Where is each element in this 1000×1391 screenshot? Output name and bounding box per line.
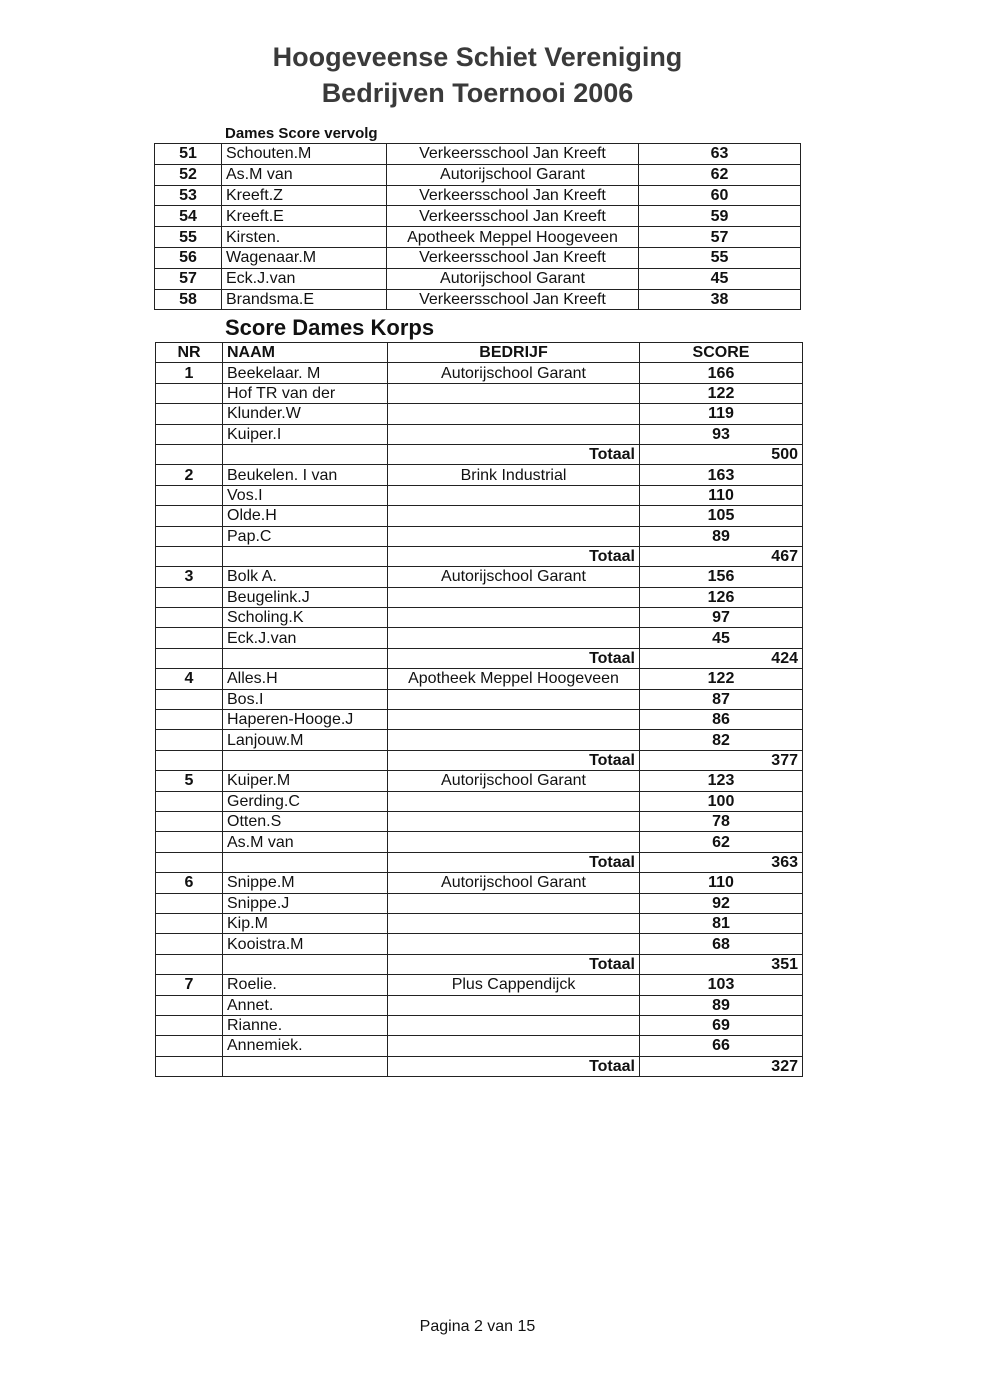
name-cell: Eck.J.van (223, 628, 388, 648)
name-cell: Kooistra.M (223, 934, 388, 954)
header-score: SCORE (640, 343, 803, 363)
table-row (156, 363, 803, 383)
name-cell: Vos.I (223, 485, 388, 505)
team-nr-cell (156, 893, 223, 913)
company-cell: Verkeersschool Jan Kreeft (387, 144, 639, 165)
team-nr-cell (156, 1015, 223, 1035)
name-cell: Beekelaar. M (223, 363, 388, 383)
score-cell: 92 (640, 893, 803, 913)
table-row (156, 730, 803, 750)
table-row (156, 567, 803, 587)
empty-cell (223, 852, 388, 872)
table-row (156, 628, 803, 648)
score-cell: 82 (640, 730, 803, 750)
score-cell: 45 (639, 268, 801, 289)
score-cell: 103 (640, 975, 803, 995)
total-value: 500 (640, 444, 803, 464)
company-cell (388, 791, 640, 811)
table-row (156, 587, 803, 607)
empty-cell (156, 546, 223, 566)
team-nr-cell (156, 383, 223, 403)
company-cell (388, 811, 640, 831)
korps-score-table (155, 342, 803, 1077)
team-nr-cell (156, 832, 223, 852)
score-cell: 110 (640, 485, 803, 505)
total-row (156, 546, 803, 566)
company-cell (388, 526, 640, 546)
rank-cell: 51 (155, 144, 222, 165)
total-row (156, 648, 803, 668)
total-row (156, 1056, 803, 1076)
name-cell: Beugelink.J (223, 587, 388, 607)
total-label: Totaal (388, 750, 640, 770)
team-nr-cell: 4 (156, 669, 223, 689)
table-row (156, 608, 803, 628)
total-label: Totaal (388, 648, 640, 668)
company-cell (388, 587, 640, 607)
company-cell (388, 832, 640, 852)
name-cell: Haperen-Hooge.J (223, 710, 388, 730)
name-cell: Brandsma.E (222, 289, 387, 310)
name-cell: Beukelen. I van (223, 465, 388, 485)
table-row (156, 383, 803, 403)
total-value: 351 (640, 954, 803, 974)
company-cell (388, 1015, 640, 1035)
empty-cell (156, 750, 223, 770)
name-cell: Annemiek. (223, 1036, 388, 1056)
header-naam: NAAM (223, 343, 388, 363)
team-nr-cell (156, 710, 223, 730)
empty-cell (223, 1056, 388, 1076)
rank-cell: 52 (155, 164, 222, 185)
team-nr-cell (156, 608, 223, 628)
name-cell: Alles.H (223, 669, 388, 689)
name-cell: Lanjouw.M (223, 730, 388, 750)
empty-cell (223, 444, 388, 464)
score-cell: 59 (639, 206, 801, 227)
name-cell: Hof TR van der (223, 383, 388, 403)
company-cell: Verkeersschool Jan Kreeft (387, 206, 639, 227)
rank-cell: 56 (155, 247, 222, 268)
team-nr-cell: 6 (156, 873, 223, 893)
company-cell: Plus Cappendijck (388, 975, 640, 995)
name-cell: Schouten.M (222, 144, 387, 165)
table-row (155, 289, 801, 310)
empty-cell (156, 1056, 223, 1076)
total-value: 363 (640, 852, 803, 872)
empty-cell (223, 750, 388, 770)
team-nr-cell: 7 (156, 975, 223, 995)
empty-cell (156, 954, 223, 974)
company-cell (388, 485, 640, 505)
team-nr-cell (156, 1036, 223, 1056)
company-cell (388, 995, 640, 1015)
company-cell (388, 934, 640, 954)
company-cell (388, 730, 640, 750)
score-cell: 69 (640, 1015, 803, 1035)
total-value: 327 (640, 1056, 803, 1076)
header-bedrijf: BEDRIJF (388, 343, 640, 363)
table-row (156, 1036, 803, 1056)
empty-cell (223, 954, 388, 974)
table-row (156, 975, 803, 995)
rank-cell: 55 (155, 227, 222, 248)
score-cell: 78 (640, 811, 803, 831)
name-cell: Bos.I (223, 689, 388, 709)
name-cell: Kuiper.M (223, 771, 388, 791)
table-row (156, 934, 803, 954)
total-row (156, 444, 803, 464)
table-row (156, 995, 803, 1015)
table-row (156, 465, 803, 485)
company-cell: Autorijschool Garant (388, 567, 640, 587)
page-number: Pagina 2 van 15 (419, 1318, 536, 1335)
score-cell: 105 (640, 506, 803, 526)
total-label: Totaal (388, 546, 640, 566)
team-nr-cell (156, 506, 223, 526)
company-cell (388, 893, 640, 913)
table-row (155, 268, 801, 289)
name-cell: Roelie. (223, 975, 388, 995)
team-nr-cell (156, 730, 223, 750)
korps-score-table-body (156, 363, 803, 1077)
empty-cell (223, 546, 388, 566)
team-nr-cell (156, 934, 223, 954)
name-cell: Olde.H (223, 506, 388, 526)
table-row (155, 185, 801, 206)
table-row (156, 913, 803, 933)
name-cell: Rianne. (223, 1015, 388, 1035)
team-nr-cell (156, 424, 223, 444)
header-nr: NR (156, 343, 223, 363)
table-row (155, 206, 801, 227)
company-cell (388, 383, 640, 403)
rank-cell: 58 (155, 289, 222, 310)
name-cell: As.M van (223, 832, 388, 852)
score-cell: 126 (640, 587, 803, 607)
score-cell: 63 (639, 144, 801, 165)
team-nr-cell (156, 913, 223, 933)
company-cell: Verkeersschool Jan Kreeft (387, 247, 639, 268)
score-cell: 45 (640, 628, 803, 648)
table-row (156, 791, 803, 811)
team-nr-cell (156, 811, 223, 831)
dames-score-table-body (155, 144, 801, 310)
team-nr-cell (156, 526, 223, 546)
table-row (156, 424, 803, 444)
company-cell (388, 1036, 640, 1056)
table-row (156, 811, 803, 831)
score-cell: 122 (640, 669, 803, 689)
score-cell: 93 (640, 424, 803, 444)
name-cell: Gerding.C (223, 791, 388, 811)
dames-score-heading: Dames Score vervolg (225, 125, 378, 142)
table-row (155, 144, 801, 165)
team-nr-cell: 1 (156, 363, 223, 383)
team-nr-cell: 3 (156, 567, 223, 587)
score-cell: 87 (640, 689, 803, 709)
name-cell: Kreeft.E (222, 206, 387, 227)
company-cell (388, 424, 640, 444)
total-row (156, 750, 803, 770)
table-row (156, 710, 803, 730)
total-value: 424 (640, 648, 803, 668)
table-row (156, 485, 803, 505)
document-subtitle: Bedrijven Toernooi 2006 (321, 78, 634, 108)
score-cell: 97 (640, 608, 803, 628)
company-cell (388, 913, 640, 933)
total-label: Totaal (388, 1056, 640, 1076)
score-cell: 89 (640, 526, 803, 546)
table-row (155, 227, 801, 248)
score-cell: 55 (639, 247, 801, 268)
empty-cell (223, 648, 388, 668)
table-row (156, 526, 803, 546)
company-cell: Autorijschool Garant (388, 771, 640, 791)
empty-cell (156, 648, 223, 668)
company-cell: Autorijschool Garant (387, 164, 639, 185)
document-title: Hoogeveense Schiet Vereniging (272, 42, 683, 72)
table-row (156, 669, 803, 689)
name-cell: Kip.M (223, 913, 388, 933)
team-nr-cell: 2 (156, 465, 223, 485)
team-nr-cell (156, 485, 223, 505)
name-cell: Snippe.M (223, 873, 388, 893)
name-cell: As.M van (222, 164, 387, 185)
company-cell (388, 689, 640, 709)
table-row (156, 506, 803, 526)
score-cell: 81 (640, 913, 803, 933)
company-cell: Verkeersschool Jan Kreeft (387, 289, 639, 310)
company-cell: Apotheek Meppel Hoogeveen (387, 227, 639, 248)
table-row (156, 771, 803, 791)
team-nr-cell (156, 995, 223, 1015)
score-cell: 100 (640, 791, 803, 811)
table-row (156, 1015, 803, 1035)
score-cell: 66 (640, 1036, 803, 1056)
table-row (156, 832, 803, 852)
team-nr-cell (156, 404, 223, 424)
team-nr-cell (156, 689, 223, 709)
table-row (156, 689, 803, 709)
company-cell: Autorijschool Garant (387, 268, 639, 289)
company-cell (388, 404, 640, 424)
score-cell: 86 (640, 710, 803, 730)
table-row (155, 247, 801, 268)
score-cell: 110 (640, 873, 803, 893)
score-cell: 60 (639, 185, 801, 206)
company-cell (388, 506, 640, 526)
rank-cell: 54 (155, 206, 222, 227)
team-nr-cell (156, 791, 223, 811)
score-cell: 123 (640, 771, 803, 791)
company-cell (388, 710, 640, 730)
name-cell: Kuiper.I (223, 424, 388, 444)
name-cell: Snippe.J (223, 893, 388, 913)
score-cell: 89 (640, 995, 803, 1015)
total-row (156, 954, 803, 974)
score-cell: 119 (640, 404, 803, 424)
total-value: 467 (640, 546, 803, 566)
total-label: Totaal (388, 954, 640, 974)
dames-score-table (154, 143, 801, 310)
score-cell: 62 (640, 832, 803, 852)
name-cell: Kreeft.Z (222, 185, 387, 206)
name-cell: Eck.J.van (222, 268, 387, 289)
name-cell: Bolk A. (223, 567, 388, 587)
table-row (156, 893, 803, 913)
name-cell: Scholing.K (223, 608, 388, 628)
name-cell: Otten.S (223, 811, 388, 831)
total-row (156, 852, 803, 872)
team-nr-cell (156, 628, 223, 648)
total-value: 377 (640, 750, 803, 770)
rank-cell: 53 (155, 185, 222, 206)
score-cell: 166 (640, 363, 803, 383)
company-cell: Apotheek Meppel Hoogeveen (388, 669, 640, 689)
table-row (155, 164, 801, 185)
total-label: Totaal (388, 852, 640, 872)
company-cell (388, 628, 640, 648)
company-cell (388, 608, 640, 628)
name-cell: Klunder.W (223, 404, 388, 424)
total-label: Totaal (388, 444, 640, 464)
score-cell: 38 (639, 289, 801, 310)
company-cell: Autorijschool Garant (388, 363, 640, 383)
score-cell: 68 (640, 934, 803, 954)
company-cell: Autorijschool Garant (388, 873, 640, 893)
empty-cell (156, 444, 223, 464)
table-row (156, 873, 803, 893)
score-cell: 163 (640, 465, 803, 485)
score-cell: 57 (639, 227, 801, 248)
company-cell: Verkeersschool Jan Kreeft (387, 185, 639, 206)
name-cell: Wagenaar.M (222, 247, 387, 268)
company-cell: Brink Industrial (388, 465, 640, 485)
table-header-row (156, 343, 803, 363)
team-nr-cell: 5 (156, 771, 223, 791)
name-cell: Annet. (223, 995, 388, 1015)
name-cell: Kirsten. (222, 227, 387, 248)
score-cell: 122 (640, 383, 803, 403)
score-cell: 62 (639, 164, 801, 185)
korps-score-heading: Score Dames Korps (225, 315, 435, 340)
score-cell: 156 (640, 567, 803, 587)
rank-cell: 57 (155, 268, 222, 289)
team-nr-cell (156, 587, 223, 607)
name-cell: Pap.C (223, 526, 388, 546)
table-row (156, 404, 803, 424)
empty-cell (156, 852, 223, 872)
